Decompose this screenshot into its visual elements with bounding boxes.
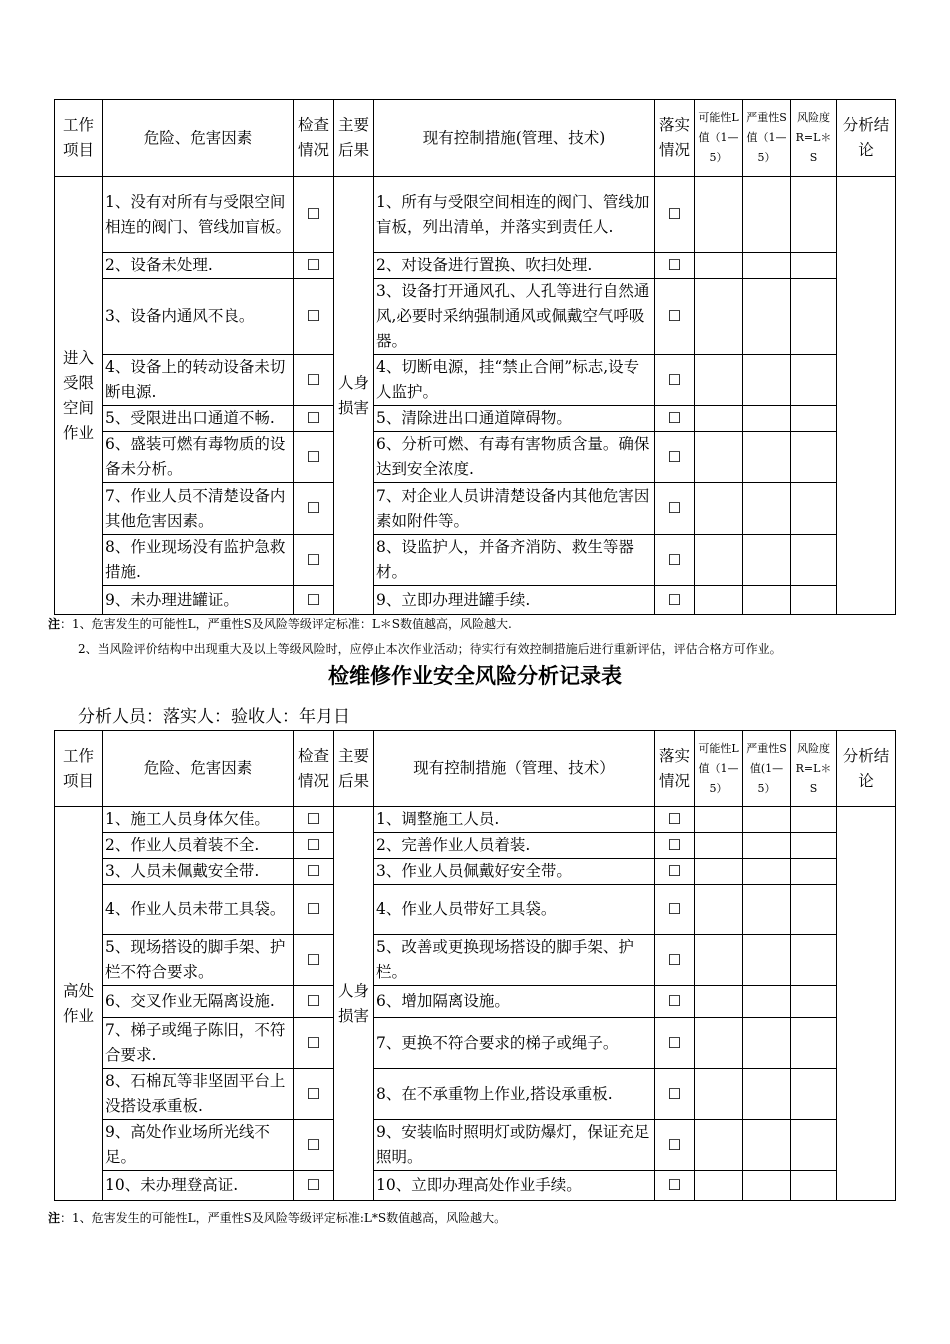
note-line-2: 2、当风险评价结构中出现重大及以上等级风险时，应停止本次作业活动；待实行有效控制措施后进行重新评估，评估合格方可作业。	[78, 642, 782, 656]
risk-cell[interactable]	[791, 859, 837, 885]
risk-cell[interactable]	[791, 1018, 837, 1069]
check-checkbox[interactable]: ☐	[294, 986, 334, 1018]
measure-cell: 7、更换不符合要求的梯子或绳子。	[374, 1018, 655, 1069]
measure-cell: 5、清除进出口通道障碍物。	[374, 406, 655, 432]
measure-cell: 2、对设备进行置换、吹扫处理.	[374, 253, 655, 279]
header-hazard: 危险、危害因素	[103, 100, 294, 177]
hazard-cell: 9、未办理进罐证。	[103, 586, 294, 615]
likelihood-cell[interactable]	[695, 586, 743, 615]
header-consequence: 主要后果	[334, 100, 374, 177]
likelihood-cell[interactable]	[695, 1018, 743, 1069]
severity-cell[interactable]	[743, 833, 791, 859]
header-conclusion: 分析结论	[837, 731, 896, 807]
measure-cell: 4、切断电源，挂“禁止合闸”标志,设专人监护。	[374, 355, 655, 406]
check-checkbox[interactable]: ☐	[294, 859, 334, 885]
hazard-cell: 9、高处作业场所光线不足。	[103, 1120, 294, 1171]
header-item: 工作项目	[55, 731, 103, 807]
check-checkbox[interactable]: ☐	[294, 279, 334, 355]
likelihood-cell[interactable]	[695, 807, 743, 833]
check-checkbox[interactable]: ☐	[294, 1171, 334, 1201]
header-item: 工作项目	[55, 100, 103, 177]
implemented-checkbox[interactable]: ☐	[655, 355, 695, 406]
risk-cell[interactable]	[791, 1171, 837, 1201]
header-check: 检查情况	[294, 100, 334, 177]
check-checkbox[interactable]: ☐	[294, 406, 334, 432]
check-checkbox[interactable]: ☐	[294, 1120, 334, 1171]
check-checkbox[interactable]: ☐	[294, 1018, 334, 1069]
measure-cell: 2、完善作业人员着装.	[374, 833, 655, 859]
likelihood-cell[interactable]	[695, 253, 743, 279]
check-checkbox[interactable]: ☐	[294, 807, 334, 833]
likelihood-cell[interactable]	[695, 432, 743, 483]
conclusion-cell[interactable]	[837, 177, 896, 615]
implemented-checkbox[interactable]: ☐	[655, 279, 695, 355]
severity-cell[interactable]	[743, 432, 791, 483]
risk-cell[interactable]	[791, 807, 837, 833]
hazard-cell: 1、施工人员身体欠佳。	[103, 807, 294, 833]
risk-cell[interactable]	[791, 586, 837, 615]
risk-cell[interactable]	[791, 406, 837, 432]
hazard-cell: 3、设备内通风不良。	[103, 279, 294, 355]
likelihood-cell[interactable]	[695, 535, 743, 586]
measure-cell: 6、分析可燃、有毒有害物质含量。确保达到安全浓度.	[374, 432, 655, 483]
risk-cell[interactable]	[791, 483, 837, 535]
check-checkbox[interactable]: ☐	[294, 1069, 334, 1120]
implemented-checkbox[interactable]: ☐	[655, 885, 695, 935]
note-text: ：1、危害发生的可能性L，严重性S及风险等级评定标准:L*S数值越高，风险越大。	[60, 1211, 507, 1225]
consequence-cell: 人身损害	[334, 177, 374, 615]
likelihood-cell[interactable]	[695, 885, 743, 935]
risk-cell[interactable]	[791, 935, 837, 986]
measure-cell: 1、所有与受限空间相连的阀门、管线加盲板，列出清单，并落实到责任人.	[374, 177, 655, 253]
header-severity: 严重性S值（1—5）	[743, 100, 791, 177]
likelihood-cell[interactable]	[695, 483, 743, 535]
hazard-cell: 8、作业现场没有监护急救措施.	[103, 535, 294, 586]
conclusion-cell[interactable]	[837, 807, 896, 1201]
measure-cell: 9、立即办理进罐手续.	[374, 586, 655, 615]
risk-cell[interactable]	[791, 279, 837, 355]
measure-cell: 3、作业人员佩戴好安全带。	[374, 859, 655, 885]
implemented-checkbox[interactable]: ☐	[655, 535, 695, 586]
hazard-cell: 8、石棉瓦等非坚固平台上没搭设承重板.	[103, 1069, 294, 1120]
table-row	[55, 885, 896, 935]
severity-cell[interactable]	[743, 986, 791, 1018]
risk-cell[interactable]	[791, 1120, 837, 1171]
header-risk: 风险度R=L＊S	[791, 100, 837, 177]
consequence-cell: 人身损害	[334, 807, 374, 1201]
hazard-cell: 2、作业人员着装不全.	[103, 833, 294, 859]
hazard-cell: 5、受限进出口通道不畅.	[103, 406, 294, 432]
hazard-cell: 1、没有对所有与受限空间相连的阀门、管线加盲板。	[103, 177, 294, 253]
severity-cell[interactable]	[743, 1069, 791, 1120]
page-title: 检维修作业安全风险分析记录表	[328, 664, 622, 688]
likelihood-cell[interactable]	[695, 177, 743, 253]
severity-cell[interactable]	[743, 1018, 791, 1069]
measure-cell: 9、安装临时照明灯或防爆灯，保证充足照明。	[374, 1120, 655, 1171]
severity-cell[interactable]	[743, 253, 791, 279]
severity-cell[interactable]	[743, 1171, 791, 1201]
likelihood-cell[interactable]	[695, 1171, 743, 1201]
severity-cell[interactable]	[743, 355, 791, 406]
risk-cell[interactable]	[791, 432, 837, 483]
risk-cell[interactable]	[791, 986, 837, 1018]
hazard-cell: 3、人员未佩戴安全带.	[103, 859, 294, 885]
measure-cell: 7、对企业人员讲清楚设备内其他危害因素如附件等。	[374, 483, 655, 535]
measure-cell: 6、增加隔离设施。	[374, 986, 655, 1018]
hazard-cell: 7、梯子或绳子陈旧，不符合要求.	[103, 1018, 294, 1069]
hazard-cell: 5、现场搭设的脚手架、护栏不符合要求。	[103, 935, 294, 986]
likelihood-cell[interactable]	[695, 935, 743, 986]
implemented-checkbox[interactable]: ☐	[655, 1069, 695, 1120]
table-row	[55, 859, 896, 885]
severity-cell[interactable]	[743, 885, 791, 935]
measure-cell: 3、设备打开通风孔、人孔等进行自然通风,必要时采纳强制通风或佩戴空气呼吸器。	[374, 279, 655, 355]
check-checkbox[interactable]: ☐	[294, 833, 334, 859]
signature-line: 分析人员：落实人：验收人：年月日	[78, 707, 350, 727]
measure-cell: 8、设监护人，并备齐消防、救生等器材。	[374, 535, 655, 586]
implemented-checkbox[interactable]: ☐	[655, 1120, 695, 1171]
header-row	[55, 731, 896, 807]
header-severity: 严重性S值(1—5）	[743, 731, 791, 807]
likelihood-cell[interactable]	[695, 859, 743, 885]
table-row	[55, 535, 896, 586]
table-row	[55, 1120, 896, 1171]
hazard-cell: 4、设备上的转动设备未切断电源.	[103, 355, 294, 406]
likelihood-cell[interactable]	[695, 833, 743, 859]
table-row	[55, 1069, 896, 1120]
note-label: 注	[48, 1211, 61, 1225]
implemented-checkbox[interactable]: ☐	[655, 935, 695, 986]
implemented-checkbox[interactable]: ☐	[655, 1171, 695, 1201]
likelihood-cell[interactable]	[695, 279, 743, 355]
measure-cell: 5、改善或更换现场搭设的脚手架、护栏。	[374, 935, 655, 986]
table-row	[55, 355, 896, 406]
header-likelihood: 可能性L值（1—5）	[695, 731, 743, 807]
check-checkbox[interactable]: ☐	[294, 253, 334, 279]
likelihood-cell[interactable]	[695, 1120, 743, 1171]
table-row	[55, 432, 896, 483]
table-row	[55, 935, 896, 986]
hazard-cell: 7、作业人员不清楚设备内其他危害因素。	[103, 483, 294, 535]
implemented-checkbox[interactable]: ☐	[655, 859, 695, 885]
severity-cell[interactable]	[743, 406, 791, 432]
severity-cell[interactable]	[743, 586, 791, 615]
header-measures: 现有控制措施(管理、技术)	[374, 100, 655, 177]
table-row	[55, 807, 896, 833]
likelihood-cell[interactable]	[695, 986, 743, 1018]
header-implemented: 落实情况	[655, 731, 695, 807]
severity-cell[interactable]	[743, 483, 791, 535]
header-conclusion: 分析结论	[837, 100, 896, 177]
table-row	[55, 833, 896, 859]
implemented-checkbox[interactable]: ☐	[655, 986, 695, 1018]
check-checkbox[interactable]: ☐	[294, 432, 334, 483]
implemented-checkbox[interactable]: ☐	[655, 432, 695, 483]
risk-cell[interactable]	[791, 355, 837, 406]
risk-cell[interactable]	[791, 535, 837, 586]
hazard-cell: 2、设备未处理.	[103, 253, 294, 279]
check-checkbox[interactable]: ☐	[294, 535, 334, 586]
note-line-1	[48, 1210, 506, 1226]
table-row	[55, 253, 896, 279]
implemented-checkbox[interactable]: ☐	[655, 406, 695, 432]
risk-cell[interactable]	[791, 833, 837, 859]
severity-cell[interactable]	[743, 279, 791, 355]
header-hazard: 危险、危害因素	[103, 731, 294, 807]
measure-cell: 1、调整施工人员.	[374, 807, 655, 833]
check-checkbox[interactable]: ☐	[294, 586, 334, 615]
header-row	[55, 100, 896, 177]
hazard-cell: 6、交叉作业无隔离设施.	[103, 986, 294, 1018]
check-checkbox[interactable]: ☐	[294, 885, 334, 935]
header-consequence: 主要后果	[334, 731, 374, 807]
risk-cell[interactable]	[791, 1069, 837, 1120]
note-text: ：1、危害发生的可能性L，严重性S及风险等级评定标准：L＊S数值越高，风险越大.	[60, 617, 512, 631]
table-row	[55, 483, 896, 535]
implemented-checkbox[interactable]: ☐	[655, 177, 695, 253]
severity-cell[interactable]	[743, 177, 791, 253]
measure-cell: 8、在不承重物上作业,搭设承重板.	[374, 1069, 655, 1120]
risk-table-work-at-height	[54, 730, 896, 1201]
note-line-1	[48, 616, 512, 632]
likelihood-cell[interactable]	[695, 406, 743, 432]
table-row	[55, 986, 896, 1018]
check-checkbox[interactable]: ☐	[294, 483, 334, 535]
work-item-cell: 高处作业	[55, 807, 103, 1201]
table-row	[55, 586, 896, 615]
work-item-cell: 进入受限空间作业	[55, 177, 103, 615]
risk-cell[interactable]	[791, 253, 837, 279]
table-row	[55, 406, 896, 432]
hazard-cell: 4、作业人员未带工具袋。	[103, 885, 294, 935]
note-label: 注	[48, 617, 61, 631]
header-measures: 现有控制措施（管理、技术）	[374, 731, 655, 807]
risk-cell[interactable]	[791, 177, 837, 253]
severity-cell[interactable]	[743, 859, 791, 885]
header-check: 检查情况	[294, 731, 334, 807]
check-checkbox[interactable]: ☐	[294, 935, 334, 986]
likelihood-cell[interactable]	[695, 1069, 743, 1120]
implemented-checkbox[interactable]: ☐	[655, 833, 695, 859]
check-checkbox[interactable]: ☐	[294, 177, 334, 253]
severity-cell[interactable]	[743, 535, 791, 586]
measure-cell: 10、立即办理高处作业手续。	[374, 1171, 655, 1201]
table-row	[55, 177, 896, 253]
risk-cell[interactable]	[791, 885, 837, 935]
table-row	[55, 1171, 896, 1201]
likelihood-cell[interactable]	[695, 355, 743, 406]
implemented-checkbox[interactable]: ☐	[655, 483, 695, 535]
table-row	[55, 1018, 896, 1069]
check-checkbox[interactable]: ☐	[294, 355, 334, 406]
measure-cell: 4、作业人员带好工具袋。	[374, 885, 655, 935]
header-likelihood: 可能性L值（1—5）	[695, 100, 743, 177]
severity-cell[interactable]	[743, 807, 791, 833]
header-risk: 风险度R=L＊S	[791, 731, 837, 807]
implemented-checkbox[interactable]: ☐	[655, 586, 695, 615]
implemented-checkbox[interactable]: ☐	[655, 1018, 695, 1069]
severity-cell[interactable]	[743, 1120, 791, 1171]
hazard-cell: 10、未办理登高证.	[103, 1171, 294, 1201]
implemented-checkbox[interactable]: ☐	[655, 253, 695, 279]
severity-cell[interactable]	[743, 935, 791, 986]
implemented-checkbox[interactable]: ☐	[655, 807, 695, 833]
hazard-cell: 6、盛装可燃有毒物质的设备未分析。	[103, 432, 294, 483]
risk-table-confined-space	[54, 99, 896, 615]
header-implemented: 落实情况	[655, 100, 695, 177]
table-row	[55, 279, 896, 355]
